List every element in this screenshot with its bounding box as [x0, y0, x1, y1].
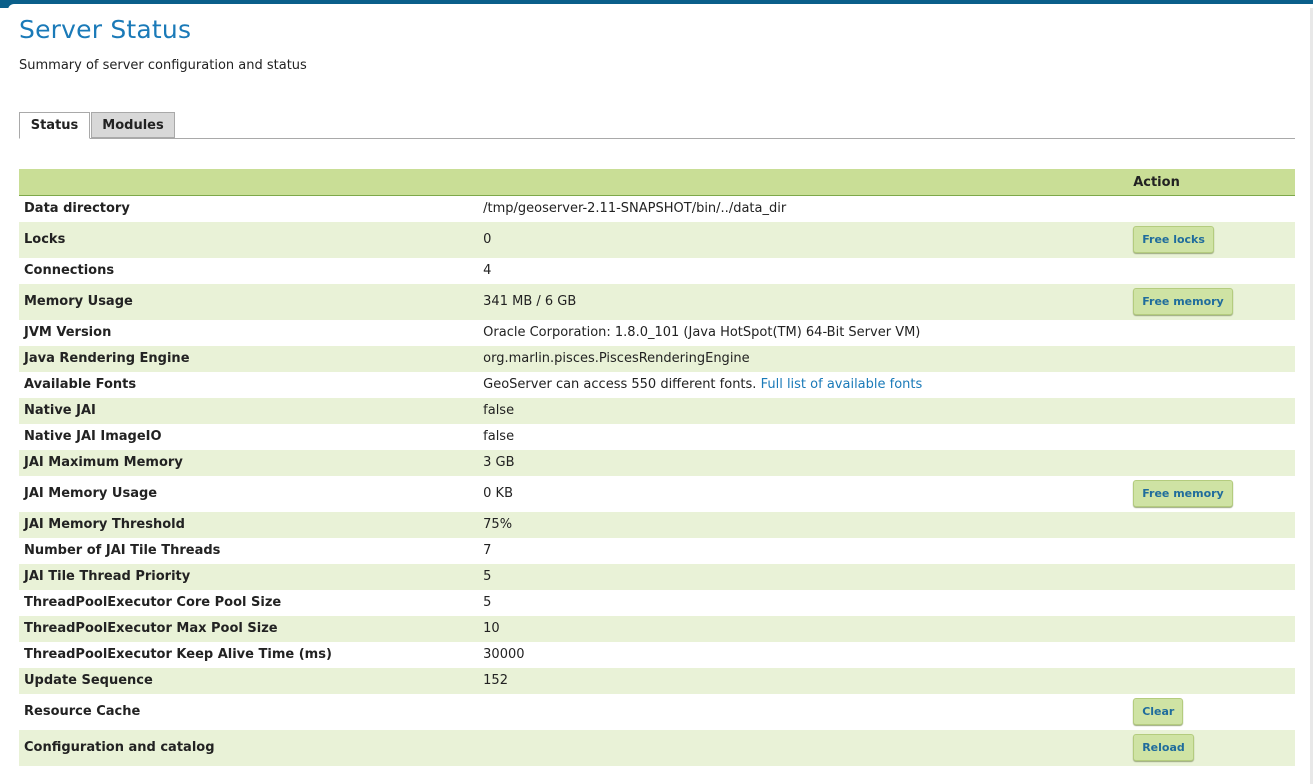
row-action — [1128, 346, 1295, 372]
content-frame-edge — [8, 4, 1313, 10]
row-label: Native JAI — [19, 398, 478, 424]
row-label: ThreadPoolExecutor Max Pool Size — [19, 616, 478, 642]
table-row — [19, 538, 1295, 564]
row-action — [1128, 694, 1295, 730]
row-action — [1128, 642, 1295, 668]
row-label: Native JAI ImageIO — [19, 424, 478, 450]
fonts-summary: GeoServer can access 550 different fonts. — [483, 377, 757, 392]
row-value: false — [478, 424, 1128, 450]
row-value: org.marlin.pisces.PiscesRenderingEngine — [478, 346, 1128, 372]
row-value: 4 — [478, 258, 1128, 284]
row-value: /tmp/geoserver-2.11-SNAPSHOT/bin/../data_dir — [478, 196, 1128, 222]
table-row — [19, 694, 1295, 730]
table-row — [19, 476, 1295, 512]
free-jai-memory-button[interactable]: Free memory — [1133, 480, 1233, 507]
row-value: Oracle Corporation: 1.8.0_101 (Java HotSpot(TM) 64-Bit Server VM) — [478, 320, 1128, 346]
row-action — [1128, 730, 1295, 766]
row-value: 341 MB / 6 GB — [478, 284, 1128, 320]
header-action: Action — [1128, 169, 1295, 196]
row-value: false — [478, 398, 1128, 424]
row-value: 152 — [478, 668, 1128, 694]
row-value: 0 KB — [478, 476, 1128, 512]
clear-cache-button[interactable]: Clear — [1133, 698, 1183, 725]
table-row — [19, 196, 1295, 222]
reload-catalog-button[interactable]: Reload — [1133, 734, 1194, 761]
table-row — [19, 372, 1295, 398]
row-label: Available Fonts — [19, 372, 478, 398]
status-table — [19, 169, 1295, 766]
row-label: ThreadPoolExecutor Keep Alive Time (ms) — [19, 642, 478, 668]
row-action — [1128, 512, 1295, 538]
row-label: JAI Memory Usage — [19, 476, 478, 512]
row-action — [1128, 590, 1295, 616]
table-row — [19, 450, 1295, 476]
row-label: JAI Maximum Memory — [19, 450, 478, 476]
tab-modules[interactable]: Modules — [91, 112, 175, 138]
page-description: Summary of server configuration and status — [19, 58, 307, 73]
table-row — [19, 424, 1295, 450]
row-value: 75% — [478, 512, 1128, 538]
table-header-row — [19, 169, 1295, 196]
header-value — [478, 169, 1128, 196]
row-label: ThreadPoolExecutor Core Pool Size — [19, 590, 478, 616]
row-value: 7 — [478, 538, 1128, 564]
row-action — [1128, 258, 1295, 284]
row-action — [1128, 398, 1295, 424]
row-action — [1128, 450, 1295, 476]
table-row — [19, 642, 1295, 668]
table-row — [19, 590, 1295, 616]
row-value: 0 — [478, 222, 1128, 258]
row-value: 5 — [478, 564, 1128, 590]
row-label: JAI Memory Threshold — [19, 512, 478, 538]
row-action — [1128, 538, 1295, 564]
table-row — [19, 346, 1295, 372]
row-action — [1128, 476, 1295, 512]
table-row — [19, 564, 1295, 590]
row-value — [478, 730, 1128, 766]
row-value: 3 GB — [478, 450, 1128, 476]
row-action — [1128, 616, 1295, 642]
table-row — [19, 398, 1295, 424]
row-label: Update Sequence — [19, 668, 478, 694]
row-action — [1128, 372, 1295, 398]
table-row — [19, 222, 1295, 258]
page-title: Server Status — [19, 15, 192, 44]
row-action — [1128, 196, 1295, 222]
tab-bar — [19, 112, 1295, 139]
tab-status[interactable]: Status — [19, 112, 90, 139]
row-value: 30000 — [478, 642, 1128, 668]
row-action — [1128, 564, 1295, 590]
row-action — [1128, 284, 1295, 320]
row-value — [478, 694, 1128, 730]
row-value — [478, 372, 1128, 398]
row-label: Data directory — [19, 196, 478, 222]
table-row — [19, 320, 1295, 346]
row-action — [1128, 320, 1295, 346]
row-label: Memory Usage — [19, 284, 478, 320]
row-value: 5 — [478, 590, 1128, 616]
row-label: Number of JAI Tile Threads — [19, 538, 478, 564]
row-label: JAI Tile Thread Priority — [19, 564, 478, 590]
row-action — [1128, 668, 1295, 694]
table-row — [19, 616, 1295, 642]
row-label: Connections — [19, 258, 478, 284]
row-value: 10 — [478, 616, 1128, 642]
table-row — [19, 668, 1295, 694]
row-action — [1128, 222, 1295, 258]
row-label: Configuration and catalog — [19, 730, 478, 766]
row-label: JVM Version — [19, 320, 478, 346]
table-row — [19, 258, 1295, 284]
table-row — [19, 730, 1295, 766]
header-name — [19, 169, 478, 196]
table-row — [19, 284, 1295, 320]
available-fonts-link[interactable]: Full list of available fonts — [760, 377, 923, 392]
free-locks-button[interactable]: Free locks — [1133, 226, 1214, 253]
row-label: Java Rendering Engine — [19, 346, 478, 372]
table-row — [19, 512, 1295, 538]
row-label: Locks — [19, 222, 478, 258]
row-label: Resource Cache — [19, 694, 478, 730]
row-action — [1128, 424, 1295, 450]
free-memory-button[interactable]: Free memory — [1133, 288, 1233, 315]
